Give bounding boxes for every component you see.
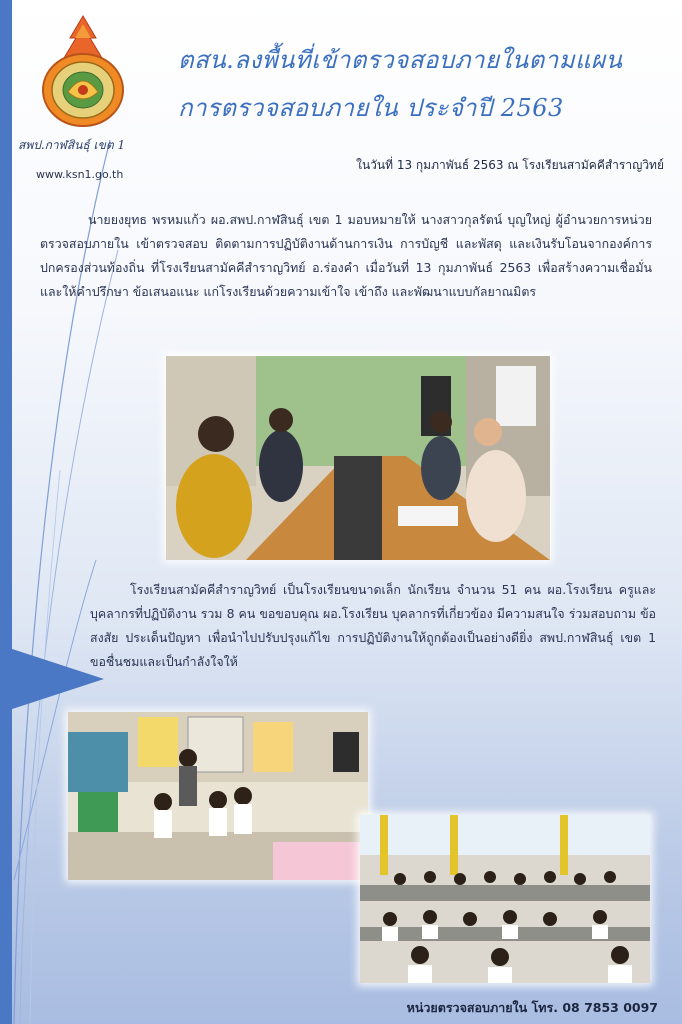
website-url: www.ksn1.go.th <box>36 168 124 181</box>
date-location-line: ในวันที่ 13 กุมภาพันธ์ 2563 ณ โรงเรียนสามัคคีสำราญวิทย์ <box>356 158 664 172</box>
page-title-line2: การตรวจสอบภายใน ประจำปี 2563 <box>178 94 564 122</box>
page-title-line1: ตสน.ลงพื้นที่เข้าตรวจสอบภายในตามแผน <box>178 46 623 74</box>
classroom-photo <box>68 712 368 880</box>
students-lunch-photo <box>360 815 650 983</box>
body-paragraph-1: นายยงยุทธ พรหมแก้ว ผอ.สพป.กาฬสินธุ์ เขต 1 มอบหมายให้ นางสาวกุลรัตน์ บุญใหญ่ ผู้อำนวยการหน่วยตรวจสอบภายใน เข้าตรวจสอบ ติดตามการปฏิบัติงานด้านการเงิน การบัญชี และพัสดุ และเงินรับโอนจากองค์การปกครองส่วนท้องถิ่น ที่โรงเรียนสามัคคีสำราญวิทย์ อ.ร่องคำ เมื่อวันที่ 13 กุมภาพันธ์ 2563 เพื่อสร้างความเชื่อมั่น และให้คำปรึกษา ข้อเสนอแนะ แก่โรงเรียนด้วยความเข้าใจ เข้าถึง และพัฒนาแบบกัลยาณมิตร <box>40 212 652 299</box>
decorative-arrow-shape <box>0 645 104 713</box>
meeting-photo <box>166 356 550 560</box>
school-district-emblem-logo <box>38 14 128 130</box>
footer-contact: หน่วยตรวจสอบภายใน โทร. 08 7853 0097 <box>406 1000 658 1015</box>
body-paragraph-2: โรงเรียนสามัคคีสำราญวิทย์ เป็นโรงเรียนขนาดเล็ก นักเรียน จำนวน 51 คน ผอ.โรงเรียน ครูและบุคลากรที่ปฏิบัติงาน รวม 8 คน ขอขอบคุณ ผอ.โรงเรียน บุคลากรที่เกี่ยวข้อง มีความสนใจ ร่วมสอบถาม ข้อสงสัย ประเด็นปัญหา เพื่อนำไปปรับปรุงแก้ไข การปฏิบัติงานให้ถูกต้องเป็นอย่างดียิ่ง สพป.กาฬสินธุ์ เขต 1 ขอชื่นชมและเป็นกำลังใจให้ <box>90 582 656 669</box>
org-label: สพป.กาฬสินธุ์ เขต 1 <box>18 138 126 152</box>
